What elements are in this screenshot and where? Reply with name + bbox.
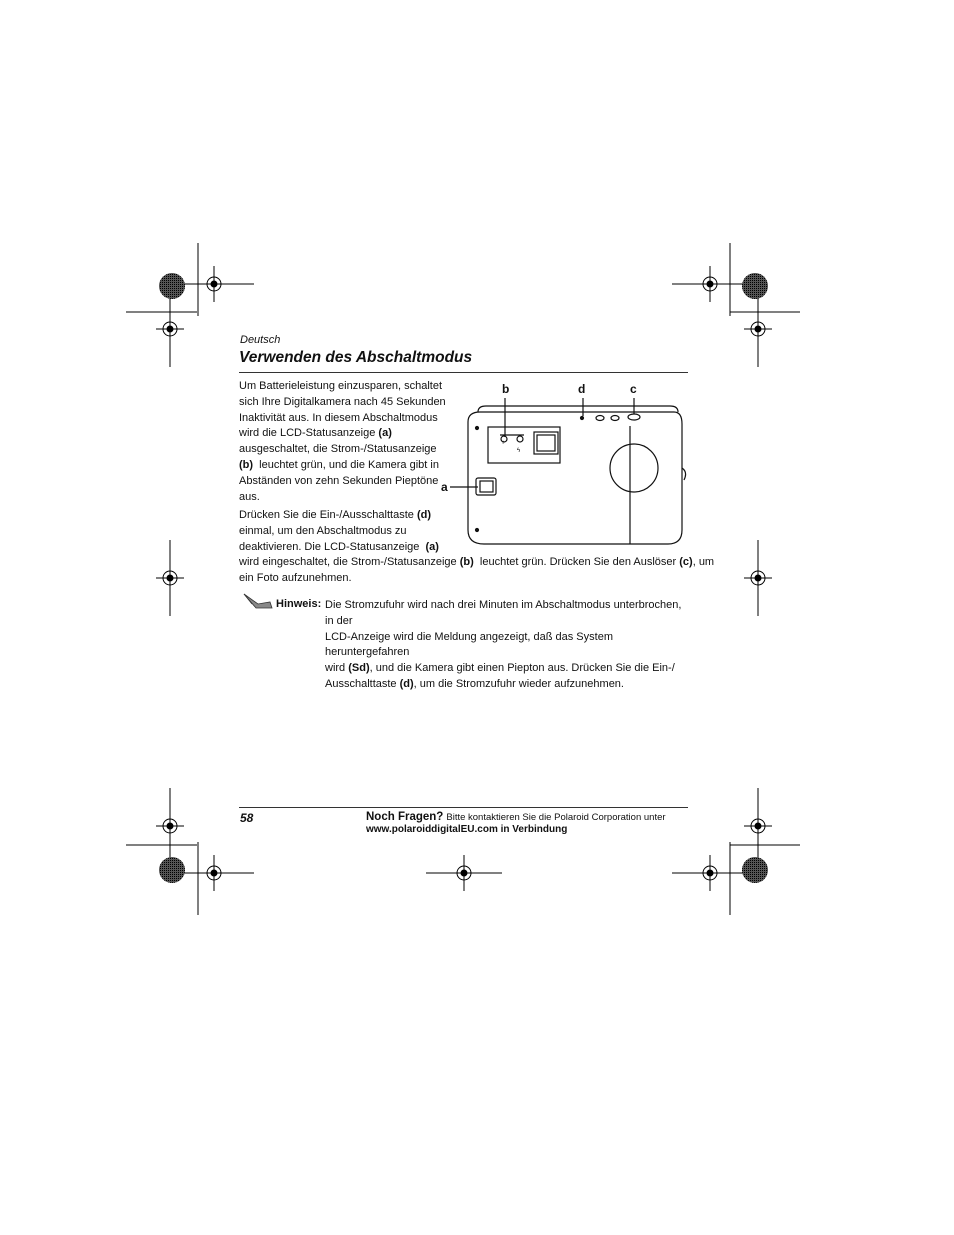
text-line: einmal, um den Abschaltmodus zu — [239, 524, 407, 537]
text-line: Drücken Sie die Ein-/Ausschalttaste (d) — [239, 509, 431, 521]
footer-question: Noch Fragen? — [366, 811, 444, 823]
note-text — [325, 598, 689, 693]
text-line: ein Foto aufzunehmen. — [239, 572, 352, 585]
footer-rule — [239, 807, 688, 808]
crosshair-mark — [156, 540, 184, 616]
note-pencil-icon — [242, 592, 274, 610]
text-line: Die Stromzufuhr wird nach drei Minuten im Abschaltmodus unterbrochen, in der — [325, 599, 682, 627]
section-title: Verwenden des Abschaltmodus — [239, 349, 473, 366]
callout-label-a: a — [441, 480, 448, 494]
crosshair-mark — [744, 291, 772, 367]
crosshair-mark — [426, 855, 502, 891]
callout-ref-a: (a) — [378, 427, 392, 440]
starburst-mark — [159, 273, 185, 299]
note-label: Hinweis: — [276, 598, 322, 610]
footer-contact: Bitte kontaktieren Sie die Polaroid Corporation unter — [446, 812, 666, 823]
starburst-mark — [742, 857, 768, 883]
callout-ref-d: (d) — [416, 509, 431, 521]
callout-ref-d: (d) — [399, 677, 414, 690]
callout-ref-a: (a) — [425, 540, 439, 553]
crosshair-mark — [672, 855, 750, 891]
title-rule — [239, 372, 688, 373]
starburst-mark — [159, 857, 185, 883]
text-line: wird eingeschaltet, die Strom-/Statusanzeige (b) leuchtet grün. Drücken Sie den Auslöser (c), um — [239, 556, 715, 569]
paragraph-1 — [239, 379, 446, 505]
text-line: Abständen von zehn Sekunden Pieptöne — [239, 474, 439, 487]
text-line: deaktivieren. Die LCD-Statusanzeige (a) — [239, 540, 439, 553]
text-line: Ausschalttaste (d), um die Stromzufuhr wieder aufzunehmen. — [325, 677, 624, 690]
crosshair-mark — [174, 266, 254, 302]
svg-text:ϟ: ϟ — [517, 448, 521, 454]
footer-url-line: www.polaroiddigitalEU.com in Verbindung — [366, 824, 568, 835]
callout-ref-c: (c) — [679, 556, 693, 569]
svg-text:♁: ♁ — [501, 440, 506, 446]
callout-label-d: d — [578, 382, 586, 396]
crosshair-mark — [744, 540, 772, 616]
crosshair-mark — [174, 855, 254, 891]
page-number: 58 — [240, 811, 254, 825]
callout-label-b: b — [502, 382, 510, 396]
text-line: wird (Sd), und die Kamera gibt einen Piepton aus. Drücken Sie die Ein-/ — [325, 662, 675, 675]
text-line: wird die LCD-Statusanzeige (a) — [239, 427, 392, 440]
status-code: (Sd) — [348, 662, 370, 675]
footer-help — [366, 811, 666, 823]
callout-label-c: c — [630, 382, 637, 396]
language-label: Deutsch — [240, 334, 281, 346]
callout-ref-b: (b) — [459, 556, 474, 569]
crosshair-mark — [156, 291, 184, 367]
callout-ref-b: (b) — [239, 458, 254, 471]
starburst-mark — [742, 273, 768, 299]
crosshair-mark — [744, 788, 772, 864]
text-line: sich Ihre Digitalkamera nach 45 Sekunden — [239, 395, 446, 408]
text-line: aus. — [239, 490, 260, 503]
text-line: ausgeschaltet, die Strom-/Statusanzeige — [239, 443, 437, 456]
crosshair-mark — [156, 788, 184, 864]
text-line: (b) leuchtet grün, und die Kamera gibt in — [239, 458, 439, 471]
text-line: Inaktivität aus. In diesem Abschaltmodus — [239, 411, 438, 424]
text-line: LCD-Anzeige wird die Meldung angezeigt, daß das System heruntergefahren — [325, 630, 613, 659]
crosshair-mark — [672, 266, 750, 302]
text-line: Um Batterieleistung einzusparen, schaltet — [239, 380, 442, 392]
camera-back-illustration — [438, 380, 688, 550]
